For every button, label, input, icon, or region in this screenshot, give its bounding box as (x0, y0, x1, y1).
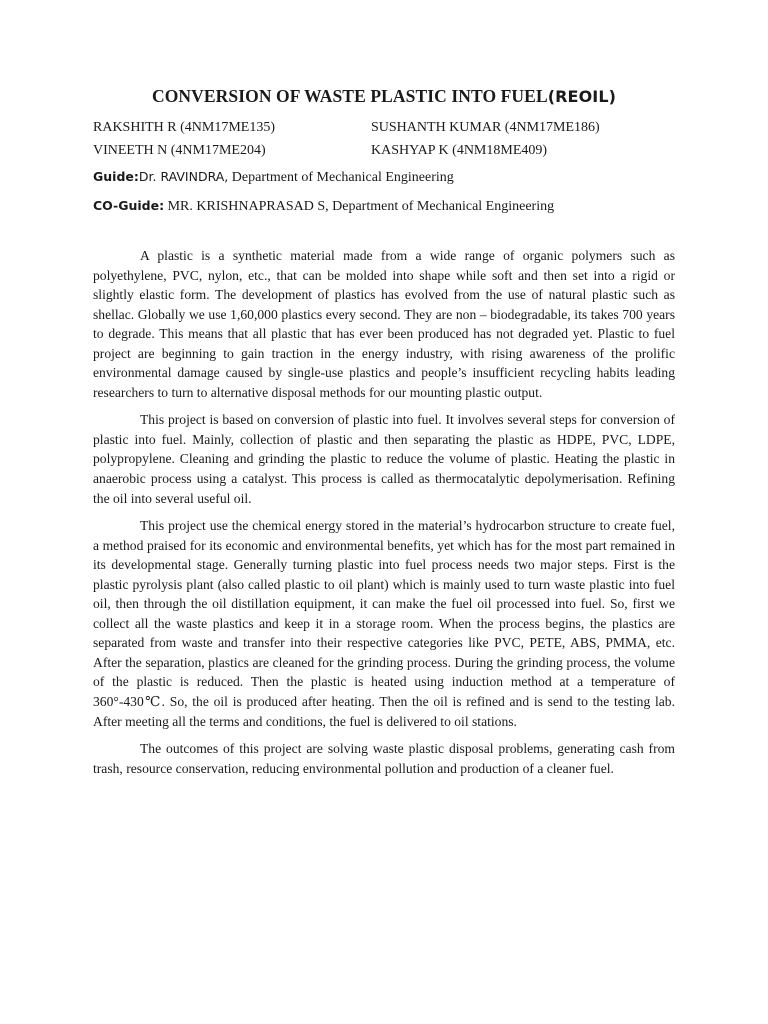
paragraph: This project use the chemical energy stored in the material’s hydrocarbon structure to create fuel, a method praised for its economic and environmental benefits, yet which has for the most part remained in its developmental stage. Generally turning plastic into fuel process needs two major steps. First is the plastic pyrolysis plant (also called plastic to oil plant) which is mainly used to turn waste plastic into fuel oil, then through the oil distillation equipment, it can make the fuel oil processed into fuel. So, first we collect all the waste plastics and keep it in a storage room. When the process begins, the plastics are separated from waste and transfer into their respective categories like PVC, PETE, ABS, PMMA, etc. After the separation, plastics are cleaned for the grinding process. During the grinding process, the volume of the plastic is reduced. Then the plastic is heated using induction method at a temperature of 360°-430℃. So, the oil is produced after heating. Then the oil is refined and is send to the testing lab. After meeting all the terms and conditions, the fuel is delivered to oil stations. (93, 518, 675, 729)
co-guide-line (93, 197, 675, 215)
document-page (93, 86, 675, 786)
paragraph: The outcomes of this project are solving waste plastic disposal problems, generating cash from trash, resource conservation, reducing environmental pollution and production of a cleaner fuel. (93, 741, 675, 776)
author-name: VINEETH N (4NM17ME204) (93, 143, 266, 158)
co-guide-label: CO-Guide: (93, 198, 165, 213)
author-list (93, 119, 675, 159)
guide-label: Guide: (93, 169, 139, 184)
guide-line (93, 168, 675, 186)
document-title (93, 86, 675, 107)
body-text (93, 246, 675, 778)
author-name: KASHYAP K (4NM18ME409) (371, 143, 548, 158)
paragraph: A plastic is a synthetic material made from a wide range of organic polymers such as polyethylene, PVC, nylon, etc., that can be molded into shape while soft and then set into a rigid or slightly elastic form. The development of plastics has evolved from the use of natural plastic such as shellac. Globally we use 1,60,000 plastics every second. They are non – biodegradable, its takes 700 years to degrade. This means that all plastic that has ever been produced has not degraded yet. Plastic to fuel project are beginning to gain traction in the energy industry, with rising awareness of the prolific environmental damage caused by single-use plastics and people’s insufficient recycling habits leading researchers to turn to alternative disposal methods for our mounting plastic output. (93, 248, 675, 400)
title-main: CONVERSION OF WASTE PLASTIC INTO FUEL (151, 86, 548, 106)
author-name: RAKSHITH R (4NM17ME135) (93, 120, 275, 135)
author-name: SUSHANTH KUMAR (4NM17ME186) (371, 120, 600, 135)
co-guide-name-department: MR. KRISHNAPRASAD S, Department of Mechanical Engineering (164, 199, 555, 214)
paragraph: This project is based on conversion of plastic into fuel. It involves several steps for conversion of plastic into fuel. Mainly, collection of plastic and then separating the plastic as HDPE, PVC, LDPE, polypropylene. Cleaning and grinding the plastic to reduce the volume of plastic. Heating the plastic in anaerobic process using a catalyst. This process is called as thermocatalytic depolymerisation. Refining the oil into several useful oil. (93, 412, 675, 506)
guide-department: Department of Mechanical Engineering (228, 170, 454, 185)
title-suffix: (REOIL) (547, 87, 617, 106)
guide-name: Dr. RAVINDRA, (138, 169, 229, 184)
